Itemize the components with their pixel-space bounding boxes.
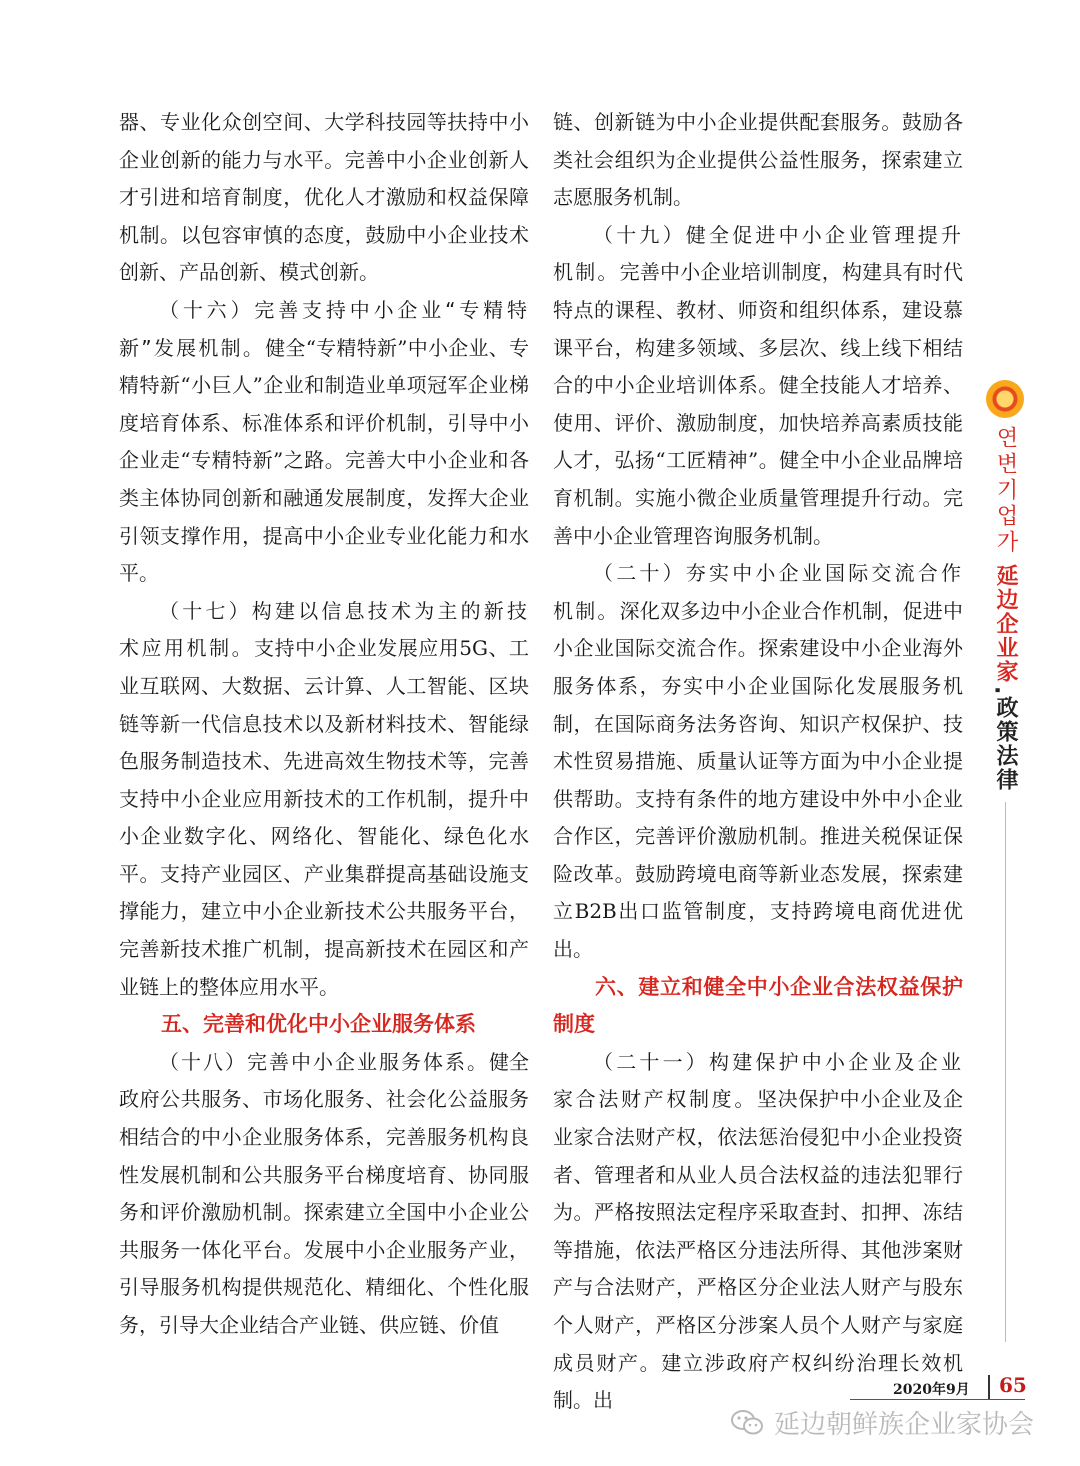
footer-rule [850,1399,1025,1400]
paragraph: 链、创新链为中小企业提供配套服务。鼓励各类社会组织为企业提供公益性服务，探索建立志愿服务机制。 [553,110,963,210]
clause-title: （十八）完善中小企业服务体系。 [159,1049,489,1074]
paragraph: 器、专业化众创空间、大学科技园等扶持中小企业创新的能力与水平。完善中小企业创新人才引进和培育制度，优化人才激励和权益保障机制。以包容审慎的态度，鼓励中小企业技术创新、产品创新、模式创新。 [119,110,529,285]
watermark-text: 延边朝鲜族企业家协会 [774,1410,1035,1440]
clause-body: 完善中小企业培训制度，构建具有时代特点的课程、教材、师资和组织体系，建设慕课平台，构建多领域、多层次、线上线下相结合的中小企业培训体系。健全技能人才培养、使用、评价、激励制度，加快培养高素质技能人才，弘扬“工匠精神”。健全中小企业品牌培育机制。实施小微企业质量管理提升行动。完善中小企业管理咨询服务机制。 [553,260,964,548]
wechat-icon [730,1408,764,1438]
paragraph-17 [119,593,529,1007]
side-title-korean: 연변기업가 [993,426,1018,556]
clause-title: （十九）健全促进中小企业管理提升机制。 [553,222,963,285]
clause-body: 坚决保护中小企业及企业家合法财产权，依法惩治侵犯中小企业投资者、管理者和从业人员合法权益的违法犯罪行为。严格按照法定程序采取查封、扣押、冻结等措施，依法严格区分违法所得、其他涉案财产与合法财产，严格区分企业法人财产与股东个人财产，严格区分涉案人员个人财产与家庭成员财产。建立涉政府产权纠纷治理长效机制。出 [553,1087,963,1413]
issue-date: 2020年9月 [893,1382,970,1398]
clause-body: 支持中小企业发展应用5G、工业互联网、大数据、云计算、人工智能、区块链等新一代信息技术以及新材料技术、智能绿色服务制造技术、先进高效生物技术等，完善支持中小企业应用新技术的工作机制，提升中小企业数字化、网络化、智能化、绿色化水平。支持产业园区、产业集群提高基础设施支撑能力，建立中小企业新技术公共服务平台，完善新技术推广机制，提高新技术在园区和产业链上的整体应用水平。 [119,636,530,999]
clause-body: 健全“专精特新”中小企业、专精特新“小巨人”企业和制造业单项冠军企业梯度培育体系、标准体系和评价机制，引导中小企业走“专精特新”之路。完善大中小企业和各类主体协同创新和融通发展制度，发挥大企业引领支撑作用，提高中小企业专业化能力和水平。 [119,335,529,586]
paragraph-20 [553,555,963,969]
association-logo-icon [986,380,1024,418]
section-heading: 五、完善和优化中小企业服务体系 [161,1012,476,1037]
clause-body: 深化双多边中小企业合作机制，促进中小企业国际交流合作。探索建设中小企业海外服务体系，夯实中小企业国际化发展服务机制，在国际商务法务咨询、知识产权保护、技术性贸易措施、质量认证等方面为中小企业提供帮助。支持有条件的地方建设中外中小企业合作区，完善评价激励机制。推进关税保证保险改革。鼓励跨境电商等新业态发展，探索建立B2B出口监管制度，支持跨境电商优进优出。 [553,598,964,962]
clause-title: （十六）完善支持中小企业“专精特新”发展机制。 [119,297,529,360]
paragraph-16 [119,292,529,593]
footer-separator [988,1375,990,1399]
page-number: 65 [999,1373,1027,1397]
paragraph-18 [119,1044,529,1345]
side-separator-dot: · [984,686,1009,695]
section-heading: 六、建立和健全中小企业合法权益保护制度 [553,974,963,1037]
side-banner [985,380,1025,1342]
paragraph-19 [553,217,963,555]
clause-title: （十七）构建以信息技术为主的新技术应用机制。 [119,598,529,661]
watermark [730,1404,1034,1441]
right-column [553,104,963,1420]
side-divider [1005,802,1006,1342]
clause-title: （二十一）构建保护中小企业及企业家合法财产权制度。 [553,1049,963,1112]
clause-body: 健全政府公共服务、市场化服务、社会化公益服务相结合的中小企业服务体系，完善服务机构良性发展机制和公共服务平台梯度培育、协同服务和评价激励机制。探索建立全国中小企业公共服务一体化平台。发展中小企业服务产业，引导服务机构提供规范化、精细化、个性化服务，引导大企业结合产业链、供应链、价值 [119,1049,529,1337]
paragraph-21 [553,1044,963,1420]
side-section-name: 政策法律 [993,696,1018,793]
left-column [119,104,529,1345]
clause-title: （二十）夯实中小企业国际交流合作机制。 [553,561,963,623]
side-title-chinese: 延边企业家 [993,564,1018,684]
